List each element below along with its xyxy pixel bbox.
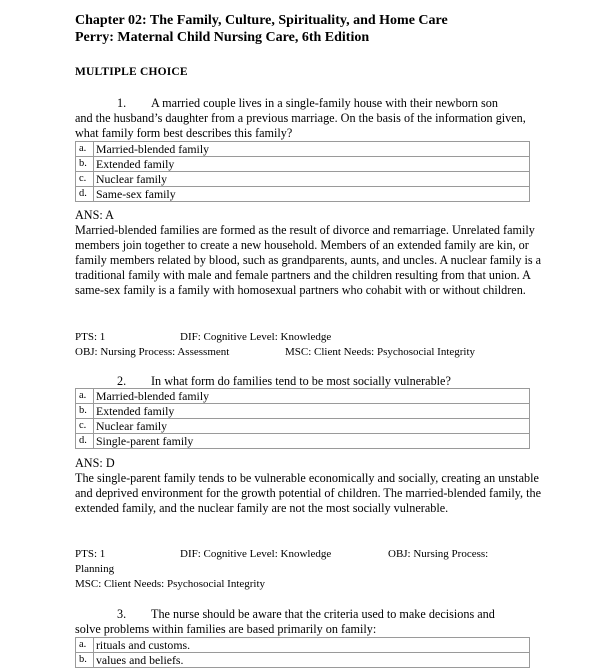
- question-2-stem: [75, 374, 543, 389]
- option-letter: b.: [76, 157, 94, 172]
- option-row: [76, 653, 530, 668]
- option-text: Nuclear family: [94, 419, 530, 434]
- option-text: rituals and customs.: [94, 638, 530, 653]
- option-text: Married-blended family: [94, 142, 530, 157]
- option-text: Extended family: [94, 157, 530, 172]
- option-text: Extended family: [94, 404, 530, 419]
- section-heading: MULTIPLE CHOICE: [75, 66, 188, 78]
- option-letter: a.: [76, 638, 94, 653]
- rationale-2: The single-parent family tends to be vulnerable economically and socially, creating an unstable and deprived environment for the growth potential of children. The married-blended family, the extended family, and the nuclear family are not the most socially vulnerable.: [75, 471, 542, 515]
- pts-label: PTS: 1: [75, 548, 106, 560]
- option-letter: b.: [76, 404, 94, 419]
- option-letter: b.: [76, 653, 94, 668]
- option-row: [76, 187, 530, 202]
- option-row: [76, 157, 530, 172]
- obj-label: OBJ: Nursing Process: Assessment: [75, 346, 230, 358]
- option-row: [76, 404, 530, 419]
- dif-label: DIF: Cognitive Level: Knowledge: [180, 331, 332, 343]
- question-1-stem: [75, 96, 543, 141]
- question-number: 2.: [117, 374, 127, 388]
- answer-2: ANS: D: [75, 456, 115, 470]
- option-letter: c.: [76, 172, 94, 187]
- option-row: [76, 172, 530, 187]
- option-letter: c.: [76, 419, 94, 434]
- meta-2-row3: MSC: Client Needs: Psychosocial Integrity: [75, 578, 266, 590]
- question-2-options: [75, 388, 530, 449]
- question-stem-rest: and the husband’s daughter from a previous marriage. On the basis of the information given, what family form best describes this family?: [75, 111, 526, 140]
- answer-1: ANS: A: [75, 208, 114, 222]
- option-row: [76, 419, 530, 434]
- msc-label: MSC: Client Needs: Psychosocial Integrity: [285, 346, 476, 358]
- rationale-1: Married-blended families are formed as the result of divorce and remarriage. Unrelated family members join together to create a new household. Members of an extended family are kin, or family members related by blood, such as grandparents, aunts, and uncles. A nuclear family is a traditional family with male and female partners and the children resulting from that union. A same-sex family is a family with homosexual partners who cohabit with or without children.: [75, 223, 542, 297]
- option-row: [76, 389, 530, 404]
- option-text: Single-parent family: [94, 434, 530, 449]
- pts-label: PTS: 1: [75, 331, 106, 343]
- option-row: [76, 434, 530, 449]
- book-title: Perry: Maternal Child Nursing Care, 6th Edition: [75, 30, 370, 45]
- option-letter: a.: [76, 389, 94, 404]
- obj-label: OBJ: Nursing Process:: [388, 548, 489, 560]
- question-stem-first: The nurse should be aware that the criteria used to make decisions and: [151, 607, 495, 621]
- chapter-title: Chapter 02: The Family, Culture, Spirituality, and Home Care: [75, 13, 448, 28]
- option-text: Nuclear family: [94, 172, 530, 187]
- question-stem-first: A married couple lives in a single-family house with their newborn son: [151, 96, 498, 110]
- question-number: 1.: [117, 96, 127, 110]
- option-letter: a.: [76, 142, 94, 157]
- dif-label: DIF: Cognitive Level: Knowledge: [180, 548, 332, 560]
- option-text: values and beliefs.: [94, 653, 530, 668]
- option-text: Same-sex family: [94, 187, 530, 202]
- question-1-options: [75, 141, 530, 202]
- meta-1-row1: [75, 330, 332, 344]
- option-letter: d.: [76, 187, 94, 202]
- question-stem-first: In what form do families tend to be most socially vulnerable?: [151, 374, 451, 388]
- option-letter: d.: [76, 434, 94, 449]
- option-row: [76, 638, 530, 653]
- question-3-options: [75, 637, 530, 668]
- meta-1-row2: [75, 345, 476, 359]
- question-stem-rest: solve problems within families are based primarily on family:: [75, 622, 377, 636]
- question-number: 3.: [117, 607, 127, 621]
- meta-2-row1: [75, 547, 489, 561]
- option-row: [76, 142, 530, 157]
- meta-2-row2: Planning: [75, 563, 115, 575]
- question-3-stem: [75, 607, 543, 637]
- option-text: Married-blended family: [94, 389, 530, 404]
